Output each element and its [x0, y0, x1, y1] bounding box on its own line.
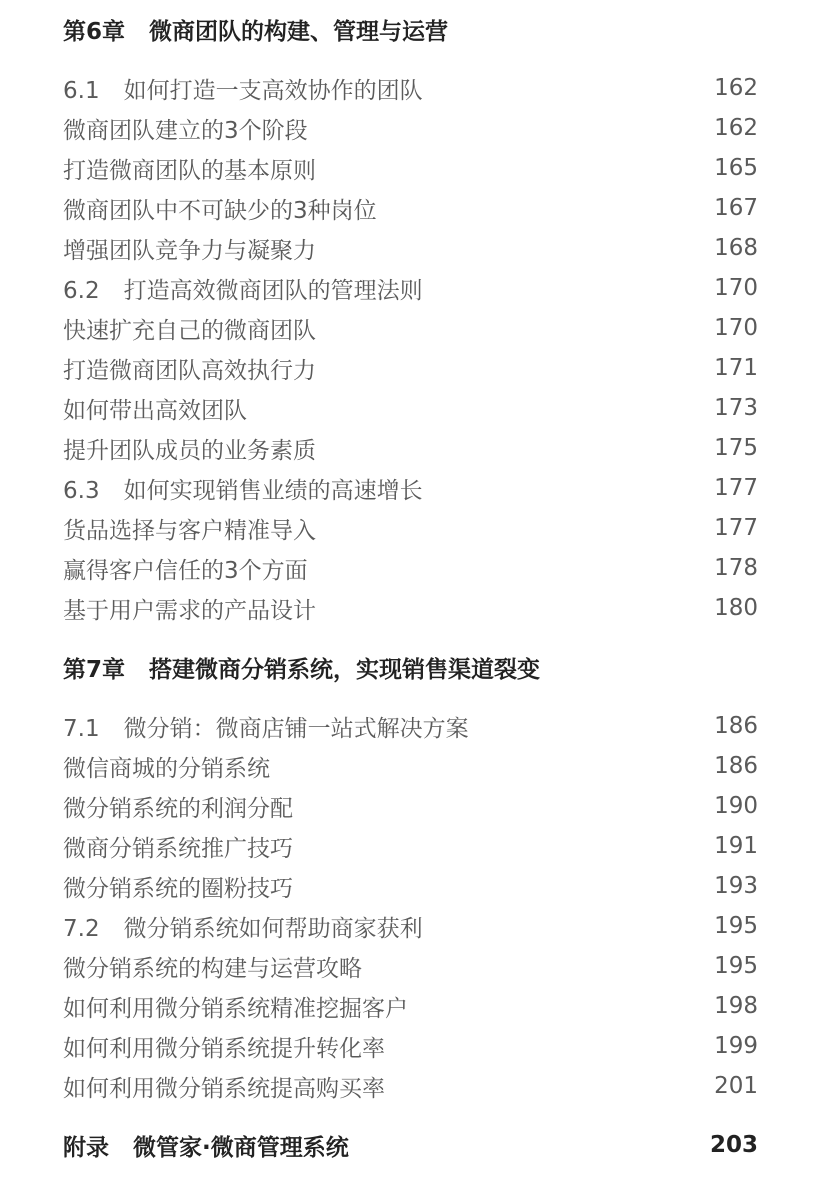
entry-title: 提升团队成员的业务素质	[63, 437, 316, 464]
entry-page: 190	[714, 793, 758, 819]
entry-title: 如何实现销售业绩的高速增长	[123, 477, 423, 504]
entry-page: 167	[714, 195, 758, 221]
toc-entry	[63, 706, 758, 746]
toc-entry	[63, 428, 758, 468]
toc-entry	[63, 148, 758, 188]
toc-entry	[63, 986, 758, 1026]
toc-entry	[63, 548, 758, 588]
entry-title: 货品选择与客户精准导入	[63, 517, 316, 544]
entry-title: 微商团队中不可缺少的3种岗位	[63, 197, 377, 224]
section-number: 6.3	[63, 477, 100, 504]
entry-title: 微分销系统的构建与运营攻略	[63, 955, 362, 982]
chapter-heading	[63, 8, 758, 50]
chapter-title: 搭建微商分销系统，实现销售渠道裂变	[149, 656, 541, 683]
entry-page: 201	[714, 1073, 758, 1099]
toc-entry	[63, 388, 758, 428]
entry-title: 微商团队建立的3个阶段	[63, 117, 308, 144]
toc-entry	[63, 866, 758, 906]
appendix-title-line	[63, 1129, 349, 1162]
chapter-number: 第7章	[63, 656, 126, 683]
toc-entry	[63, 348, 758, 388]
entry-page: 165	[714, 155, 758, 181]
entry-page: 171	[714, 355, 758, 381]
chapter-title-line	[63, 651, 540, 684]
appendix-heading	[63, 1124, 758, 1166]
section-number: 6.2	[63, 277, 100, 304]
entry-page: 170	[714, 315, 758, 341]
chapter-number: 第6章	[63, 18, 126, 45]
entry-page: 175	[714, 435, 758, 461]
entry-title: 增强团队竞争力与凝聚力	[63, 237, 316, 264]
entry-title: 微信商城的分销系统	[63, 755, 270, 782]
toc-entry	[63, 786, 758, 826]
entry-page: 178	[714, 555, 758, 581]
entry-page: 177	[714, 515, 758, 541]
entry-page: 198	[714, 993, 758, 1019]
entry-page: 173	[714, 395, 758, 421]
toc-entry	[63, 946, 758, 986]
entry-title: 如何利用微分销系统提升转化率	[63, 1035, 385, 1062]
entry-title: 如何带出高效团队	[63, 397, 247, 424]
toc-entry	[63, 468, 758, 508]
toc-entry	[63, 746, 758, 786]
appendix-label: 附录	[63, 1134, 109, 1161]
toc-entry	[63, 228, 758, 268]
entry-title: 基于用户需求的产品设计	[63, 597, 316, 624]
toc-entry	[63, 906, 758, 946]
entry-title: 打造高效微商团队的管理法则	[123, 277, 423, 304]
entry-title: 如何利用微分销系统提高购买率	[63, 1075, 385, 1102]
toc-entry	[63, 108, 758, 148]
entry-page: 170	[714, 275, 758, 301]
section-number: 7.2	[63, 915, 100, 942]
entry-title: 微分销系统的圈粉技巧	[63, 875, 293, 902]
entry-page: 177	[714, 475, 758, 501]
toc-entry	[63, 508, 758, 548]
entry-page: 162	[714, 115, 758, 141]
entry-page: 195	[714, 953, 758, 979]
entry-page: 180	[714, 595, 758, 621]
appendix-page: 203	[709, 1132, 758, 1158]
entry-page: 193	[714, 873, 758, 899]
entry-page: 191	[714, 833, 758, 859]
entry-page: 168	[714, 235, 758, 261]
chapter-title-line	[63, 13, 448, 46]
entry-page: 199	[714, 1033, 758, 1059]
table-of-contents	[63, 8, 758, 1166]
toc-entry	[63, 1066, 758, 1106]
toc-entry	[63, 308, 758, 348]
entry-page: 186	[714, 713, 758, 739]
entry-title: 打造微商团队高效执行力	[63, 357, 316, 384]
toc-entry	[63, 68, 758, 108]
chapter-title: 微商团队的构建、管理与运营	[149, 18, 449, 45]
entry-title: 如何利用微分销系统精准挖掘客户	[63, 995, 408, 1022]
section-number: 7.1	[63, 715, 100, 742]
section-number: 6.1	[63, 77, 100, 104]
toc-entry	[63, 188, 758, 228]
entry-title: 微商分销系统推广技巧	[63, 835, 293, 862]
entry-title: 快速扩充自己的微商团队	[63, 317, 316, 344]
entry-title: 微分销系统的利润分配	[63, 795, 293, 822]
appendix-title: 微管家·微商管理系统	[133, 1134, 349, 1161]
entry-title: 微分销：微商店铺一站式解决方案	[123, 715, 469, 742]
chapter-heading	[63, 646, 758, 688]
entry-title: 微分销系统如何帮助商家获利	[123, 915, 423, 942]
entry-page: 162	[714, 75, 758, 101]
entry-title: 打造微商团队的基本原则	[63, 157, 316, 184]
entry-title: 赢得客户信任的3个方面	[63, 557, 308, 584]
entry-page: 186	[714, 753, 758, 779]
entry-page: 195	[714, 913, 758, 939]
toc-entry	[63, 268, 758, 308]
entry-title: 如何打造一支高效协作的团队	[123, 77, 423, 104]
toc-entry	[63, 826, 758, 866]
toc-entry	[63, 588, 758, 628]
toc-entry	[63, 1026, 758, 1066]
